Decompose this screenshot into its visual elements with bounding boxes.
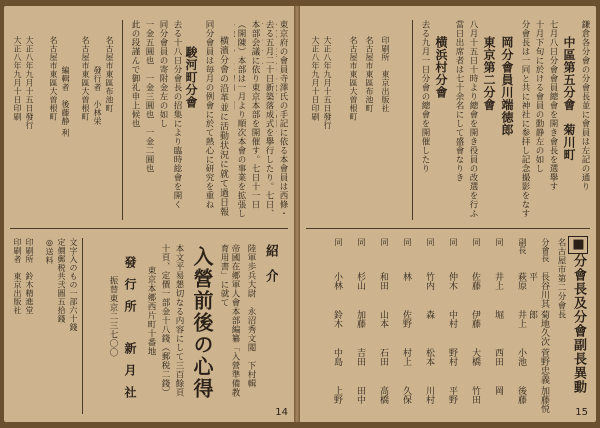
left-news-col: 同分會員の寄附金左の如し xyxy=(158,20,168,128)
ad-book-title: 入營前後の心得 xyxy=(190,246,214,400)
roster-name: 菊地久次郎 xyxy=(527,310,549,346)
roster-header-text: 分會長及分會副長異動 xyxy=(571,254,586,394)
roster-name: 上野 xyxy=(332,386,342,404)
ad-description: 本文平易懇切なる内容にして三百餘頁 xyxy=(174,244,184,397)
colophon-editor: 名古屋市東區大曽根町 xyxy=(349,36,358,121)
section-rule xyxy=(306,228,590,229)
ad-notice: 文字入のもの一部六十錢 xyxy=(69,238,78,332)
colophon-printer: 名古屋市東區布池町 xyxy=(105,36,114,113)
roster-role-label: 同 xyxy=(357,238,366,246)
roster-role-label: 同 xyxy=(426,238,435,246)
roster-name: 長谷川其平 xyxy=(527,272,549,308)
section-rule xyxy=(10,228,288,229)
roster-name: 石田 xyxy=(378,348,388,366)
roster-name: 岡 xyxy=(493,386,503,395)
left-news-col: 去る十八日分會長の招集により臨時総會を開く xyxy=(172,20,182,209)
roster-name: 萩原 xyxy=(516,272,526,290)
left-news-col: 此の段謹んで御礼申上候也 xyxy=(130,20,140,128)
right-news-heading: 中區第五分會 菊川町 xyxy=(562,36,576,161)
roster-name: 森 xyxy=(424,310,434,319)
colophon-printing-office: 印刷所 鈴木精進堂 xyxy=(25,238,34,315)
roster-name: 堀 xyxy=(493,310,503,319)
right-news-col: 鎌倉各分會の分會長並に會員は左記の通り xyxy=(580,20,590,191)
roster-header-mark: ■ xyxy=(568,236,588,254)
right-news-heading: 東京第二分會 xyxy=(482,36,496,111)
roster-name: 鈴木 xyxy=(332,310,342,328)
left-news-col: 一金五圓也 一金三圓也 一金二圓也 xyxy=(144,20,154,173)
roster-name: 伊藤 xyxy=(470,310,480,328)
right-news-col: 七月八日分會會員總會を開き會長を選擧す xyxy=(548,20,558,191)
colophon-date: 大正八年九月十日印刷 xyxy=(311,36,320,121)
roster-name: 小池 xyxy=(516,348,526,366)
right-news-col: 十月下旬に於ける會員の動静左の如し xyxy=(534,20,544,173)
roster-name: 加藤悦 xyxy=(539,386,549,413)
ad-notice: ◎送料 xyxy=(45,238,54,265)
left-news-col: 同分會員は毎月の例會に於て熱心に研究を重ね xyxy=(204,20,214,209)
colophon-editor: 名古屋市東區大曽根町 xyxy=(49,36,58,121)
ad-notice: 定價郵税共弐圓五拾錢 xyxy=(57,238,66,323)
roster-name: 久保 xyxy=(401,386,411,404)
page-number: 14 xyxy=(275,407,288,418)
roster-name: 林 xyxy=(401,272,411,281)
roster-role-label: 副長 xyxy=(518,238,527,254)
roster-name: 加藤 xyxy=(355,310,365,328)
ad-seller-name: 新月社 xyxy=(123,342,137,408)
roster-name: 佐野 xyxy=(401,310,411,328)
colophon-publisher: 名古屋市東區布池町 xyxy=(365,36,374,113)
left-news-col: 東京府の會員寺澤氏の手記に依る本會員は西條・ xyxy=(278,20,288,218)
right-news-col: 當日出席者は七十余名にして盛會なりき xyxy=(454,20,464,182)
roster-role-label: 分會長 xyxy=(541,238,550,262)
left-news-heading: 横濱分會の沿革並に活動状況に就て過日報 xyxy=(218,36,228,217)
colophon-publisher-name: 發行者 小林栄 xyxy=(93,66,102,126)
roster-name: 小林 xyxy=(332,272,342,290)
roster-role-label: 同 xyxy=(403,238,412,246)
roster-role-label: 同 xyxy=(472,238,481,246)
roster-role-label: 同 xyxy=(334,238,343,246)
ad-subtitle: 帝國在郷軍人會本部編纂「入營準備教育用書」に就て xyxy=(219,244,240,397)
roster-name: 中島 xyxy=(332,348,342,366)
column-divider xyxy=(412,20,413,220)
roster-role-label: 同 xyxy=(449,238,458,246)
roster-name: 大橋 xyxy=(470,348,480,366)
roster-role-label: 同 xyxy=(380,238,389,246)
colophon-publisher: 名古屋市東區大曽根町 xyxy=(81,36,90,121)
roster-name: 佐藤 xyxy=(470,272,480,290)
colophon-printer: 印刷所 東京出版社 xyxy=(381,36,390,113)
left-news-heading: 駿河町分會 xyxy=(184,46,198,109)
roster-name: 村上 xyxy=(401,348,411,366)
colophon-printer-name: 印刷者 東京出版社 xyxy=(13,238,22,315)
colophon-editor-name: 編輯者 後藤静 利 xyxy=(61,66,70,138)
roster-name: 西田 xyxy=(493,348,503,366)
colophon-date: 大正八年九月十五日發行 xyxy=(323,36,332,130)
left-page xyxy=(4,6,294,422)
right-news-col: 去る九月一日分會の總會を開催したり xyxy=(420,20,430,173)
page-number: 15 xyxy=(575,407,588,418)
roster-name: 野村 xyxy=(447,348,457,366)
ad-divider xyxy=(82,238,83,414)
roster-header xyxy=(570,236,588,416)
column-divider xyxy=(122,20,123,220)
roster-name: 田中 xyxy=(355,386,365,404)
roster-name: 杉山 xyxy=(355,272,365,290)
roster-name: 吉田 xyxy=(355,348,365,366)
roster-name: 山本 xyxy=(378,310,388,328)
roster-name: 中村 xyxy=(447,310,457,328)
roster-name: 竹内 xyxy=(424,272,434,290)
roster-name: 和田 xyxy=(378,272,388,290)
ad-seller-label: 發行所 xyxy=(123,256,137,322)
ad-publisher-note: 陸軍歩兵大尉 永沼秀文閲 下村輯 xyxy=(246,244,256,388)
ad-description: 十頁、定價一部金十八錢（郵税二錢） xyxy=(160,244,170,397)
right-news-col: 分會長は一同と共に神社に参拝し記念撮影をなす xyxy=(520,20,530,218)
roster-name: 後藤 xyxy=(516,386,526,404)
left-news-col: （開陳）本部は一月より順次本會の事業を拡張し xyxy=(236,20,246,218)
colophon-date: 大正八年九月十日印刷 xyxy=(13,36,22,121)
roster-name: 仲木 xyxy=(447,272,457,290)
left-news-col: 去る五月二十日新築落成式を擧行したり。七日、 xyxy=(264,20,274,218)
ad-phone: 振替東京二三七〇〇 xyxy=(108,276,118,357)
left-news-col: 本部会議に依り東京本部を開催す。七日十一日 xyxy=(250,20,260,209)
right-news-heading: 岡分會員川端徳郎 xyxy=(500,36,514,136)
roster-name: 平野 xyxy=(447,386,457,404)
roster-name: 井上 xyxy=(516,310,526,328)
roster-name: 井上 xyxy=(493,272,503,290)
roster-name: 松本 xyxy=(424,348,434,366)
colophon-date: 大正八年九月十五日發行 xyxy=(25,36,34,130)
roster-name: 竹田 xyxy=(470,386,480,404)
roster-name: 菅野忠義 xyxy=(539,348,549,384)
right-news-heading: 横浜村分會 xyxy=(434,36,448,99)
roster-sub-header: 名古屋市第二分會長 xyxy=(556,238,566,319)
roster-role-label: 同 xyxy=(495,238,504,246)
right-news-col: 八月十五日十時より總會を開き役員の改選を行ふ xyxy=(468,20,478,218)
roster-name: 高橋 xyxy=(378,386,388,404)
ad-address: 東京本郷西片町十番地 xyxy=(146,266,156,356)
ad-label: 紹介 xyxy=(263,244,278,294)
right-page xyxy=(300,6,596,422)
roster-name: 川村 xyxy=(424,386,434,404)
